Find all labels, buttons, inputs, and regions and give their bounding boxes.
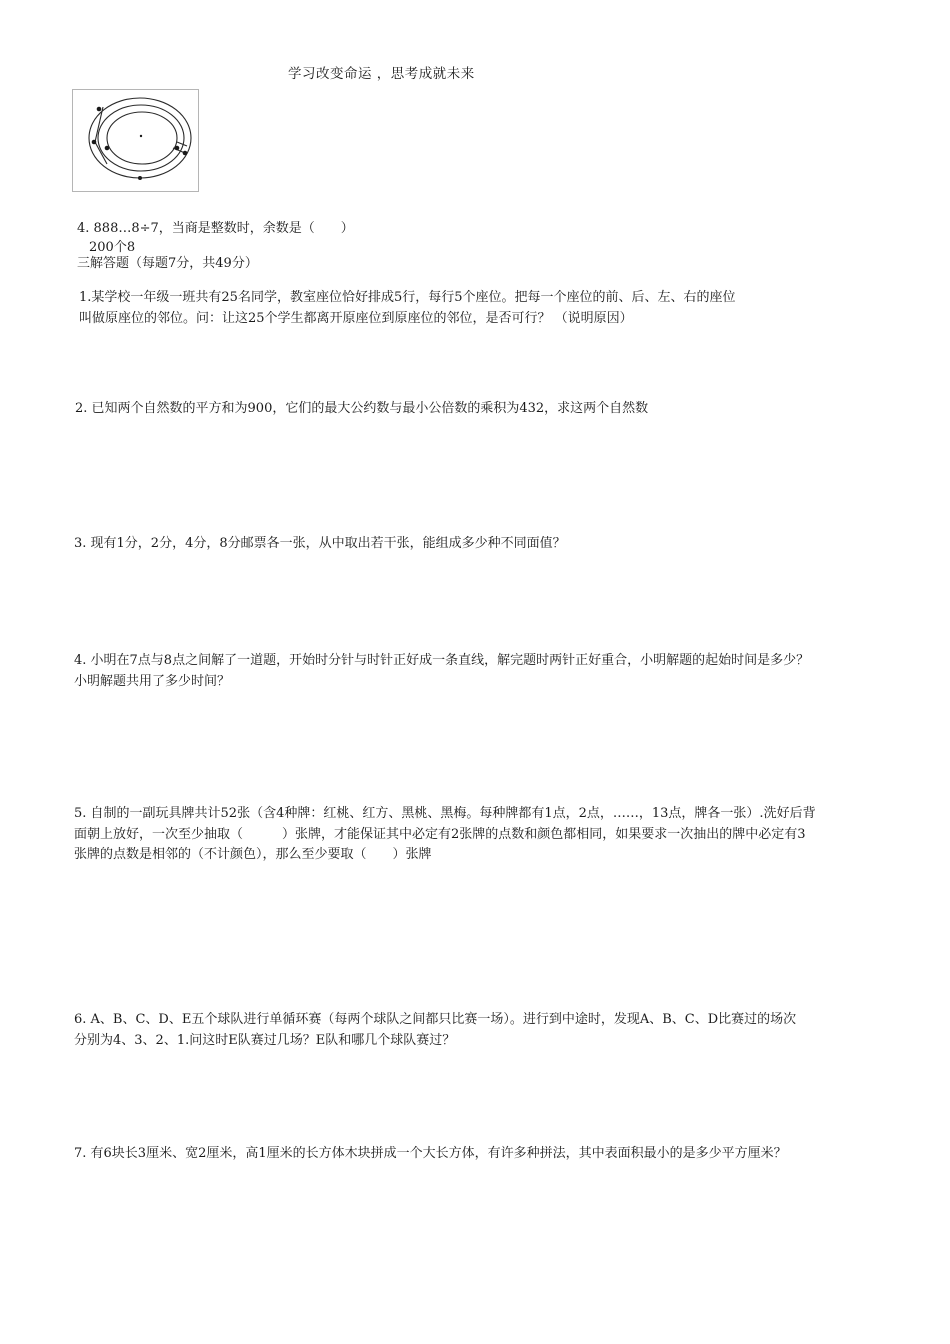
problem-1 xyxy=(79,288,736,329)
problem-7-line: 7. 有6块长3厘米、宽2厘米，高1厘米的长方体木块拼成一个大长方体，有许多种拼法，其中表面积最小的是多少平方厘米？ xyxy=(74,1146,787,1161)
runner-point xyxy=(92,140,97,145)
problem-4 xyxy=(74,651,809,692)
runner-point xyxy=(97,107,102,112)
problem-5-line: 张牌的点数是相邻的（不计颜色），那么至少要取（ ）张牌 xyxy=(74,847,432,862)
center-point xyxy=(140,135,142,137)
problem-1-line: 1.某学校一年级一班共有25名同学，教室座位恰好排成5行，每行5个座位。把每一个座位的前、后、左、右的座位 xyxy=(79,290,736,305)
middle-track-ring xyxy=(98,105,184,171)
question-4-annotation: 200个8 xyxy=(89,240,136,255)
runner-point xyxy=(183,151,188,156)
inner-track-ring xyxy=(107,112,177,164)
track-diagram-svg xyxy=(73,90,200,193)
problem-6-line: 6. A、B、C、D、E五个球队进行单循环赛（每两个球队之间都只比赛一场）。进行到中途时，发现A、B、C、D比赛过的场次 xyxy=(74,1012,797,1027)
problem-5-line: 面朝上放好，一次至少抽取（ ）张牌，才能保证其中必定有2张牌的点数和颜色都相同，如果要求一次抽出的牌中必定有3 xyxy=(74,826,806,842)
runner-point xyxy=(105,146,110,151)
circular-track-figure xyxy=(72,89,199,192)
left-connector-line xyxy=(95,107,107,164)
fill-in-question-4: 4. 888…8÷7，当商是整数时，余数是（ ） xyxy=(77,221,354,236)
problem-5-line: 5. 自制的一副玩具牌共计52张（含4种牌：红桃、红方、黑桃、黑梅。每种牌都有1点，2点，……，13点，牌各一张）.洗好后背 xyxy=(74,806,816,821)
problem-6 xyxy=(74,1010,796,1051)
problem-5 xyxy=(74,804,816,866)
problem-7 xyxy=(74,1144,787,1165)
problem-3 xyxy=(74,534,566,555)
section-title: 三解答题（每题7分，共49分） xyxy=(77,256,258,271)
problem-4-line: 小明解题共用了多少时间？ xyxy=(74,673,231,689)
right-connector-line-2 xyxy=(177,142,187,146)
problem-2 xyxy=(75,399,648,420)
header-motto: 学习改变命运 ，思考成就未来 xyxy=(288,66,475,82)
runner-point xyxy=(175,146,180,151)
problem-3-line: 3. 现有1分，2分，4分，8分邮票各一张，从中取出若干张，能组成多少种不同面值？ xyxy=(74,536,566,551)
problem-4-line: 4. 小明在7点与8点之间解了一道题，开始时分针与时针正好成一条直线，解完题时两针正好重合，小明解题的起始时间是多少？ xyxy=(74,653,810,668)
outer-track-ring xyxy=(89,98,191,178)
problem-2-line: 2. 已知两个自然数的平方和为900，它们的最大公约数与最小公倍数的乘积为432，求这两个自然数 xyxy=(75,401,649,416)
problem-6-line: 分别为4、3、2、1.问这时E队赛过几场？E队和哪几个球队赛过？ xyxy=(74,1032,456,1048)
runner-point xyxy=(138,176,142,180)
problem-1-line: 叫做原座位的邻位。问：让这25个学生都离开原座位到原座位的邻位，是否可行？ （说明原因） xyxy=(79,310,633,326)
